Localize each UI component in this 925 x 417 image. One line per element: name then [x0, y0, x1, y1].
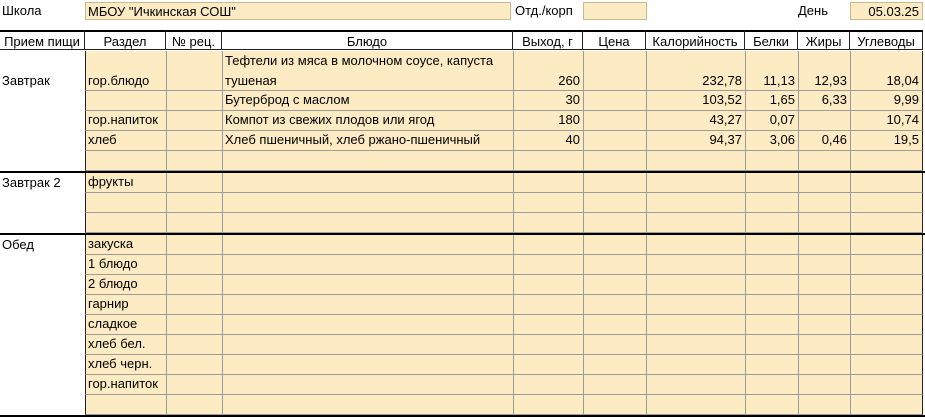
breakfast2-recipe-cell[interactable]: [166, 173, 222, 193]
breakfast2-dish-cell[interactable]: [222, 173, 513, 193]
lunch-dish-cell[interactable]: [222, 315, 513, 335]
breakfast-protein-cell[interactable]: 0,07: [745, 111, 798, 131]
lunch-dish-cell[interactable]: [222, 355, 513, 375]
breakfast2-carbs-cell[interactable]: [850, 173, 923, 193]
lunch-section-cell[interactable]: 2 блюдо: [85, 275, 166, 295]
lunch-protein-cell[interactable]: [745, 375, 798, 395]
lunch-price-cell[interactable]: [583, 355, 646, 375]
breakfast-fat-cell[interactable]: [798, 111, 850, 131]
lunch-carbs-cell[interactable]: [850, 335, 923, 355]
protein-col-header: Белки: [745, 30, 798, 50]
lunch-recipe-cell[interactable]: [166, 375, 222, 395]
lunch-dish-cell[interactable]: [222, 295, 513, 315]
breakfast-carbs-cell[interactable]: 19,5: [850, 131, 923, 151]
lunch-price-cell[interactable]: [583, 235, 646, 255]
lunch-price-cell[interactable]: [583, 295, 646, 315]
breakfast2-meal-name: Завтрак 2: [0, 173, 85, 233]
breakfast2-price-cell[interactable]: [583, 213, 646, 233]
lunch-yield-cell[interactable]: [513, 355, 583, 375]
lunch-fat-cell[interactable]: [798, 275, 850, 295]
breakfast-yield-cell[interactable]: 30: [513, 91, 583, 111]
breakfast2-protein-cell[interactable]: [745, 173, 798, 193]
breakfast-carbs-cell[interactable]: [850, 151, 923, 171]
lunch-yield-cell[interactable]: [513, 395, 583, 415]
lunch-dish-cell[interactable]: [222, 375, 513, 395]
breakfast2-price-cell[interactable]: [583, 173, 646, 193]
breakfast-fat-cell[interactable]: 0,46: [798, 131, 850, 151]
breakfast-price-cell[interactable]: [583, 131, 646, 151]
lunch-protein-cell[interactable]: [745, 315, 798, 335]
breakfast-yield-cell[interactable]: 180: [513, 111, 583, 131]
section-col-header: Раздел: [85, 30, 166, 50]
breakfast-yield-cell[interactable]: 40: [513, 131, 583, 151]
breakfast2-fat-cell[interactable]: [798, 173, 850, 193]
school-value-cell[interactable]: МБОУ "Ичкинская СОШ": [85, 2, 511, 20]
breakfast2-fat-cell[interactable]: [798, 213, 850, 233]
price-col-header: Цена: [583, 30, 646, 50]
lunch-recipe-cell[interactable]: [166, 335, 222, 355]
lunch-price-cell[interactable]: [583, 335, 646, 355]
breakfast2-protein-cell[interactable]: [745, 213, 798, 233]
lunch-fat-cell[interactable]: [798, 255, 850, 275]
breakfast-section-cell[interactable]: хлеб: [85, 131, 166, 151]
lunch-carbs-cell[interactable]: [850, 275, 923, 295]
breakfast2-carbs-cell[interactable]: [850, 213, 923, 233]
lunch-carbs-cell[interactable]: [850, 395, 923, 415]
lunch-price-cell[interactable]: [583, 315, 646, 335]
lunch-kcal-cell[interactable]: [646, 335, 745, 355]
breakfast-protein-cell[interactable]: [745, 151, 798, 171]
day-label: День: [796, 0, 846, 22]
lunch-yield-cell[interactable]: [513, 315, 583, 335]
breakfast-kcal-cell[interactable]: 43,27: [646, 111, 745, 131]
lunch-recipe-cell[interactable]: [166, 275, 222, 295]
lunch-carbs-cell[interactable]: [850, 255, 923, 275]
breakfast2-fat-cell[interactable]: [798, 193, 850, 213]
breakfast2-kcal-cell[interactable]: [646, 193, 745, 213]
breakfast-dish-cell[interactable]: Тефтели из мяса в молочном соусе, капуста тушеная: [222, 51, 513, 91]
lunch-kcal-cell[interactable]: [646, 375, 745, 395]
lunch-protein-cell[interactable]: [745, 275, 798, 295]
lunch-protein-cell[interactable]: [745, 295, 798, 315]
meal-col-header: Прием пищи: [0, 30, 85, 50]
breakfast2-section-cell[interactable]: фрукты: [85, 173, 166, 193]
lunch-section-cell[interactable]: сладкое: [85, 315, 166, 335]
dish-col-header: Блюдо: [222, 30, 513, 50]
breakfast-recipe-cell[interactable]: [166, 151, 222, 171]
lunch-kcal-cell[interactable]: [646, 235, 745, 255]
lunch-carbs-cell[interactable]: [850, 315, 923, 335]
lunch-dish-cell[interactable]: [222, 235, 513, 255]
lunch-yield-cell[interactable]: [513, 335, 583, 355]
breakfast-price-cell[interactable]: [583, 91, 646, 111]
breakfast-carbs-cell[interactable]: 10,74: [850, 111, 923, 131]
lunch-carbs-cell[interactable]: [850, 375, 923, 395]
lunch-fat-cell[interactable]: [798, 335, 850, 355]
breakfast-recipe-cell[interactable]: [166, 51, 222, 91]
breakfast-section-cell[interactable]: [85, 151, 166, 171]
breakfast2-kcal-cell[interactable]: [646, 213, 745, 233]
lunch-yield-cell[interactable]: [513, 235, 583, 255]
breakfast2-recipe-cell[interactable]: [166, 193, 222, 213]
lunch-dish-cell[interactable]: [222, 255, 513, 275]
breakfast-carbs-cell[interactable]: 9,99: [850, 91, 923, 111]
lunch-fat-cell[interactable]: [798, 355, 850, 375]
fat-col-header: Жиры: [798, 30, 850, 50]
breakfast2-section-cell[interactable]: [85, 213, 166, 233]
lunch-protein-cell[interactable]: [745, 255, 798, 275]
breakfast-recipe-cell[interactable]: [166, 111, 222, 131]
lunch-carbs-cell[interactable]: [850, 355, 923, 375]
lunch-recipe-cell[interactable]: [166, 315, 222, 335]
lunch-recipe-cell[interactable]: [166, 355, 222, 375]
breakfast-price-cell[interactable]: [583, 111, 646, 131]
breakfast2-section-cell[interactable]: [85, 193, 166, 213]
day-value-cell[interactable]: 05.03.25: [850, 2, 923, 20]
lunch-carbs-cell[interactable]: [850, 235, 923, 255]
breakfast-section-cell[interactable]: [85, 91, 166, 111]
breakfast-dish-cell[interactable]: Бутерброд с маслом: [222, 91, 513, 111]
lunch-dish-cell[interactable]: [222, 275, 513, 295]
lunch-section-cell[interactable]: гарнир: [85, 295, 166, 315]
breakfast2-kcal-cell[interactable]: [646, 173, 745, 193]
school-label: Школа: [0, 0, 85, 22]
recipe-col-header: № рец.: [166, 30, 222, 50]
breakfast2-dish-cell[interactable]: [222, 213, 513, 233]
breakfast-recipe-cell[interactable]: [166, 91, 222, 111]
lunch-dish-cell[interactable]: [222, 335, 513, 355]
breakfast-carbs-cell[interactable]: 18,04: [850, 51, 923, 91]
breakfast-fat-cell[interactable]: [798, 151, 850, 171]
lunch-yield-cell[interactable]: [513, 375, 583, 395]
lunch-recipe-cell[interactable]: [166, 395, 222, 415]
breakfast2-yield-cell[interactable]: [513, 213, 583, 233]
lunch-kcal-cell[interactable]: [646, 255, 745, 275]
lunch-price-cell[interactable]: [583, 395, 646, 415]
breakfast2-price-cell[interactable]: [583, 193, 646, 213]
lunch-protein-cell[interactable]: [745, 235, 798, 255]
lunch-price-cell[interactable]: [583, 255, 646, 275]
lunch-yield-cell[interactable]: [513, 295, 583, 315]
dept-label: Отд./корп: [513, 0, 583, 22]
breakfast-price-cell[interactable]: [583, 151, 646, 171]
lunch-recipe-cell[interactable]: [166, 235, 222, 255]
kcal-col-header: Калорийность: [646, 30, 745, 50]
lunch-protein-cell[interactable]: [745, 355, 798, 375]
breakfast2-yield-cell[interactable]: [513, 173, 583, 193]
breakfast2-protein-cell[interactable]: [745, 193, 798, 213]
lunch-fat-cell[interactable]: [798, 295, 850, 315]
breakfast-yield-cell[interactable]: [513, 151, 583, 171]
breakfast-section-cell[interactable]: гор.блюдо: [85, 51, 166, 91]
carbs-col-header: Углеводы: [850, 30, 923, 50]
breakfast-protein-cell[interactable]: 1,65: [745, 91, 798, 111]
lunch-carbs-cell[interactable]: [850, 295, 923, 315]
lunch-fat-cell[interactable]: [798, 235, 850, 255]
lunch-protein-cell[interactable]: [745, 395, 798, 415]
lunch-kcal-cell[interactable]: [646, 275, 745, 295]
lunch-yield-cell[interactable]: [513, 255, 583, 275]
lunch-kcal-cell[interactable]: [646, 315, 745, 335]
breakfast-yield-cell[interactable]: 260: [513, 51, 583, 91]
lunch-section-cell[interactable]: хлеб черн.: [85, 355, 166, 375]
lunch-price-cell[interactable]: [583, 375, 646, 395]
lunch-section-cell[interactable]: закуска: [85, 235, 166, 255]
breakfast-kcal-cell[interactable]: 94,37: [646, 131, 745, 151]
lunch-section-cell[interactable]: гор.напиток: [85, 375, 166, 395]
yield-col-header: Выход, г: [513, 30, 583, 50]
breakfast2-dish-cell[interactable]: [222, 193, 513, 213]
lunch-kcal-cell[interactable]: [646, 295, 745, 315]
breakfast2-recipe-cell[interactable]: [166, 213, 222, 233]
breakfast-fat-cell[interactable]: 6,33: [798, 91, 850, 111]
lunch-kcal-cell[interactable]: [646, 395, 745, 415]
breakfast2-yield-cell[interactable]: [513, 193, 583, 213]
breakfast-fat-cell[interactable]: 12,93: [798, 51, 850, 91]
lunch-fat-cell[interactable]: [798, 315, 850, 335]
lunch-section-cell[interactable]: хлеб бел.: [85, 335, 166, 355]
breakfast-kcal-cell[interactable]: 103,52: [646, 91, 745, 111]
breakfast-kcal-cell[interactable]: 232,78: [646, 51, 745, 91]
lunch-yield-cell[interactable]: [513, 275, 583, 295]
lunch-dish-cell[interactable]: [222, 395, 513, 415]
breakfast-recipe-cell[interactable]: [166, 131, 222, 151]
lunch-protein-cell[interactable]: [745, 335, 798, 355]
breakfast-dish-cell[interactable]: [222, 151, 513, 171]
breakfast-dish-cell[interactable]: Хлеб пшеничный, хлеб ржано-пшеничный: [222, 131, 513, 151]
breakfast-kcal-cell[interactable]: [646, 151, 745, 171]
breakfast-price-cell[interactable]: [583, 51, 646, 91]
lunch-fat-cell[interactable]: [798, 375, 850, 395]
lunch-recipe-cell[interactable]: [166, 255, 222, 275]
breakfast-dish-cell[interactable]: Компот из свежих плодов или ягод: [222, 111, 513, 131]
lunch-section-cell[interactable]: [85, 395, 166, 415]
lunch-section-cell[interactable]: 1 блюдо: [85, 255, 166, 275]
breakfast-meal-name: Завтрак: [0, 51, 85, 171]
breakfast-section-cell[interactable]: гор.напиток: [85, 111, 166, 131]
breakfast-protein-cell[interactable]: 11,13: [745, 51, 798, 91]
breakfast2-carbs-cell[interactable]: [850, 193, 923, 213]
lunch-price-cell[interactable]: [583, 275, 646, 295]
lunch-meal-name: Обед: [0, 235, 85, 415]
lunch-kcal-cell[interactable]: [646, 355, 745, 375]
breakfast-protein-cell[interactable]: 3,06: [745, 131, 798, 151]
lunch-recipe-cell[interactable]: [166, 295, 222, 315]
lunch-fat-cell[interactable]: [798, 395, 850, 415]
